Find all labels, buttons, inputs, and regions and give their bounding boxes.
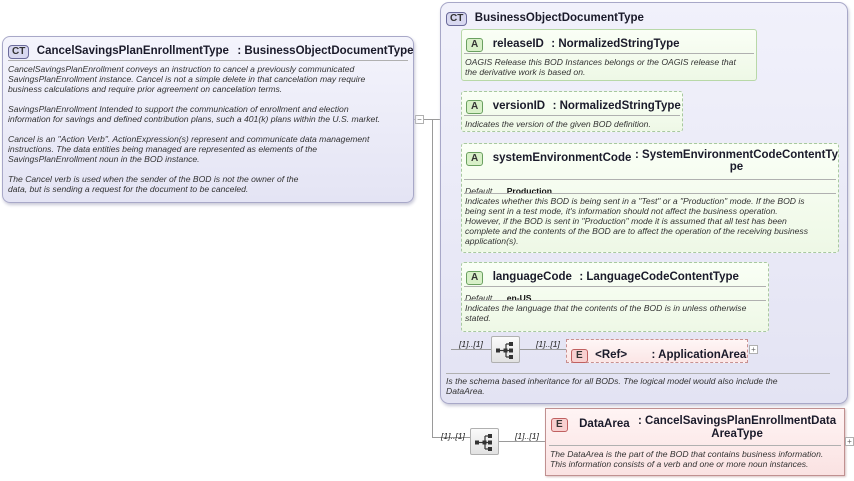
attribute-name: versionID [492,100,546,112]
doc-line: Is the schema based inheritance for all BODs. The logical model would also include the [446,376,778,386]
expand-toggle[interactable]: + [749,345,758,354]
sequence-occurrence: [1]..[1] [459,339,483,349]
doc-line: SavingsPlanEnrollment noun in the BOD instance. [8,154,200,164]
doc-line [8,94,410,104]
sequence-compositor[interactable] [470,428,499,455]
sequence-compositor[interactable] [491,336,520,363]
attribute-name: languageCode [492,271,572,283]
attribute-documentation [465,196,837,246]
element-documentation [550,449,844,469]
attribute-badge: A [466,100,483,114]
doc-line: business calculations and require prior agreement on cancelation terms. [8,84,283,94]
doc-line: However, if the BOD is sent in "Production" mode it is assumed that all test has been [465,216,787,226]
attribute-type: : NormalizedStringType [552,100,681,112]
element-occurrence: [1]..[1] [515,431,539,441]
default-label: Default [465,186,493,196]
attribute-releaseID[interactable] [461,29,757,81]
doc-line: Indicates the version of the given BOD definition. [465,119,651,129]
doc-line: This information consists of a verb and one or more noun instances. [550,459,809,469]
main-type-base: : BusinessObjectDocumentType [237,45,414,57]
attribute-type: : SystemEnvironmentCodeContentTy pe [635,149,838,173]
doc-line: DataArea. [446,386,485,396]
element-type: : ApplicationArea [651,349,747,361]
main-type-documentation [8,64,410,194]
collapse-toggle[interactable]: − [415,115,424,124]
doc-line: SavingsPlanEnrollment instance. Cancel is not a simple delete in that cancelation may require [8,74,366,84]
main-type-box[interactable] [2,36,414,203]
doc-line: The Cancel verb is used when the sender of the BOD is not the owner of the [8,174,299,184]
doc-line: stated. [465,313,491,323]
attribute-separator [464,115,680,116]
attribute-documentation [465,57,757,77]
attribute-type: : NormalizedStringType [551,38,680,50]
base-type-separator [446,373,830,374]
doc-line: being sent in a test mode, it's information should not affect the business operation. [465,206,778,216]
doc-line [8,124,410,134]
element-type: : CancelSavingsPlanEnrollmentData AreaType [638,415,837,440]
attribute-name: systemEnvironmentCode [492,152,632,164]
attribute-separator [464,179,836,180]
base-type-name: BusinessObjectDocumentType [474,12,644,24]
element-separator [549,445,841,446]
complex-type-badge: CT [8,45,29,59]
doc-line: Cancel is an "Action Verb". ActionExpression(s) represent and communicate data management [8,134,370,144]
attribute-languageCode[interactable] [461,262,769,332]
attribute-separator [464,286,766,287]
default-value: Production [506,186,553,196]
doc-line: Indicates whether this BOD is being sent in a "Test" or a "Production" mode. If the BOD is [465,196,805,206]
element-data-area[interactable] [545,408,845,476]
attribute-badge: A [466,38,483,52]
connector-app-elem [520,349,566,350]
doc-line: CancelSavingsPlanEnrollment conveys an instruction to cancel a previously communicated [8,64,355,74]
connector-dataarea-elem [499,441,545,442]
default-label: Default [465,293,493,303]
sequence-icon [471,429,500,456]
connector-to-base [424,119,440,120]
attribute-separator [464,300,766,301]
element-name: DataArea [579,418,630,430]
attribute-badge: A [466,271,483,285]
doc-line: Indicates the language that the contents of the BOD is in unless otherwise [465,303,747,313]
attribute-separator [464,53,754,54]
doc-line: complete and the contents of the BOD are to affect the operation of the receiving business [465,226,809,236]
attribute-type: : LanguageCodeContentType [579,271,739,283]
doc-line: SavingsPlanEnrollment Intended to support the communication of enrollment and election [8,104,349,114]
doc-line: OAGIS Release this BOD Instances belongs or the OAGIS release that [465,57,736,67]
base-type-box[interactable] [440,2,848,404]
attribute-documentation [465,303,765,323]
complex-type-badge: CT [446,12,467,26]
main-type-separator [8,60,408,61]
sequence-occurrence: [1]..[1] [441,431,465,441]
base-type-documentation [446,376,842,396]
element-name: <Ref> [595,349,628,361]
element-badge: E [551,418,568,432]
doc-line: The DataArea is the part of the BOD that contains business information. [550,449,824,459]
doc-line: the derivative work is based on. [465,67,586,77]
attribute-name: releaseID [492,38,544,50]
default-value: en-US [506,293,532,303]
attribute-versionID[interactable] [461,91,683,132]
sequence-icon [492,337,521,364]
doc-line [8,164,410,174]
main-type-name: CancelSavingsPlanEnrollmentType [36,45,229,57]
element-badge: E [571,349,588,363]
connector-trunk [432,119,433,437]
expand-toggle[interactable]: + [845,437,854,446]
element-application-area[interactable] [566,339,748,363]
attribute-systemEnvironmentCode[interactable] [461,143,839,253]
doc-line: instructions. The data entities being managed are represented as elements of the [8,144,318,154]
connector-app-seq [451,349,491,350]
doc-line: information for savings and defined contribution plans, such a 401(k) plans within the U.S. market. [8,114,381,124]
doc-line: data, but is sending a request for the document to be canceled. [8,184,249,194]
doc-line: application(s). [465,236,519,246]
element-occurrence: [1]..[1] [536,339,560,349]
attribute-separator [464,193,836,194]
attribute-documentation [465,119,681,129]
attribute-badge: A [466,152,483,166]
